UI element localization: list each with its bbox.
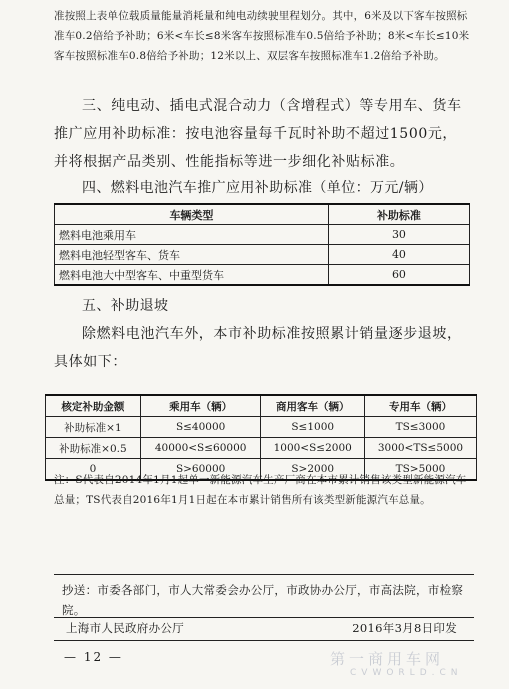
column-header: 专用车（辆）	[364, 395, 476, 417]
column-header: 乘用车（辆）	[140, 395, 261, 417]
distribution-list: 抄送：市委各部门，市人大常委会办公厅，市政协办公厅，市高法院，市检察院。	[62, 583, 464, 617]
table-cell: TS>5000	[364, 459, 476, 481]
page-number: — 12 —	[64, 650, 123, 664]
table-row	[46, 438, 477, 459]
table-note: 注：S代表自2014年1月1起单一新能源汽车生产厂商在本市累计销售该类型新能源汽车总量；TS代表自2016年1月1日起在本市累计销售所有该类型新能源汽车总量。	[54, 474, 467, 506]
section-4-title: 四、燃料电池汽车推广应用补助标准（单位：万元/辆）	[82, 180, 433, 196]
table-cell: 0	[46, 459, 141, 481]
table-cell: 60	[328, 265, 469, 286]
section-5-title: 五、补助退坡	[82, 298, 169, 314]
table-cell: 3000<TS≤5000	[364, 438, 476, 459]
table-cell: 燃料电池乘用车	[55, 225, 329, 245]
table-cell: 40	[328, 245, 469, 265]
fuel-cell-subsidy-table	[54, 203, 470, 286]
column-header: 补助标准	[328, 204, 469, 225]
table-cell: 1000<S≤2000	[261, 438, 364, 459]
watermark-logo: 第一商用车网	[330, 650, 445, 668]
table-header-row	[46, 395, 477, 417]
table-header-row	[55, 204, 470, 225]
section-3-paragraph: 三、纯电动、插电式混合动力（含增程式）等专用车、货车推广应用补助标准：按电池容量每千瓦时补助不超过1500元，并将根据产品类别、性能指标等进一步细化补贴标准。	[54, 98, 462, 170]
table-cell: 燃料电池轻型客车、货车	[55, 245, 329, 265]
subsidy-phaseout-table	[45, 394, 477, 481]
issuer: 上海市人民政府办公厅	[66, 621, 184, 635]
intro-paragraph: 准按照上表单位载质量能量消耗量和纯电动续驶里程划分。其中，6米及以下客车按照标准车0.2倍给予补助；6米<车长≤8米客车按照标准车0.5倍给予补助；8米<车长≤10米客车按照标准车0.8倍给予补助；12米以上、双层客车按照标准车1.2倍给予补助。	[54, 10, 470, 62]
table-cell: 30	[328, 225, 469, 245]
distribution-top-rule	[54, 574, 474, 575]
table-cell: S≤40000	[140, 417, 261, 438]
section-5-paragraph: 除燃料电池汽车外，本市补助标准按照累计销量逐步退坡，具体如下：	[54, 326, 462, 370]
table-cell: S>60000	[140, 459, 261, 481]
table-cell: 40000<S≤60000	[140, 438, 261, 459]
table-row	[55, 245, 470, 265]
column-header: 车辆类型	[55, 204, 329, 225]
table-row	[46, 417, 477, 438]
table-cell: TS≤3000	[364, 417, 476, 438]
issue-date: 2016年3月8日印发	[352, 621, 457, 635]
table-cell: 燃料电池大中型客车、中重型货车	[55, 265, 329, 286]
distribution-bottom-rule	[54, 617, 474, 618]
table-cell: S≤1000	[261, 417, 364, 438]
watermark-url: CVWORLD.CN	[350, 668, 463, 678]
footer-bottom-rule	[54, 640, 474, 641]
table-cell: 补助标准×0.5	[46, 438, 141, 459]
table-row	[55, 265, 470, 286]
column-header: 核定补助金额	[46, 395, 141, 417]
table-cell: S>2000	[261, 459, 364, 481]
table-row	[55, 225, 470, 245]
table-cell: 补助标准×1	[46, 417, 141, 438]
column-header: 商用客车（辆）	[261, 395, 364, 417]
